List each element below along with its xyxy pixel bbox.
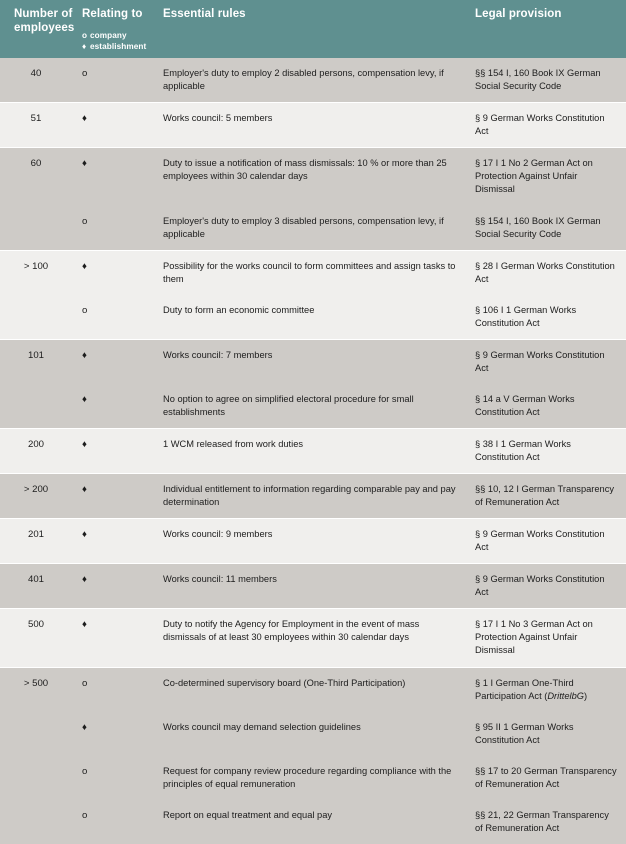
column-header-number-of-employees: Number of employees	[14, 8, 75, 34]
table-row	[0, 58, 626, 102]
column-header-essential-rules: Essential rules	[163, 8, 246, 20]
table-row	[0, 251, 626, 295]
cell-relating-to-establishment: ♦	[82, 261, 87, 272]
cell-relating-to-establishment: ♦	[82, 619, 87, 630]
table-row-group	[0, 250, 626, 339]
column-header-legal-provision: Legal provision	[475, 8, 562, 20]
table-row-group	[0, 339, 626, 428]
cell-legal-provision: § 95 II 1 German Works Constitution Act	[475, 722, 574, 746]
legend-item-company	[82, 30, 146, 41]
cell-essential-rule: Works council may demand selection guidelines	[163, 722, 361, 732]
cell-number-of-employees: > 500	[23, 678, 49, 689]
cell-number-of-employees: 40	[30, 68, 42, 79]
cell-legal-provision: § 28 I German Works Constitution Act	[475, 261, 615, 285]
cell-number-of-employees: 60	[30, 158, 42, 169]
cell-essential-rule: Duty to form an economic committee	[163, 305, 315, 315]
legal-provision-suffix: )	[584, 691, 588, 702]
table-row	[0, 103, 626, 147]
cell-essential-rule: Request for company review procedure regarding compliance with the principles of equal remuneration	[163, 766, 452, 790]
table-row-group	[0, 563, 626, 608]
table-row-group	[0, 428, 626, 473]
cell-legal-provision: §§ 17 to 20 German Transparency of Remuneration Act	[475, 766, 617, 790]
cell-essential-rule: Duty to issue a notification of mass dismissals: 10 % or more than 25 employees within 30 calendar days	[163, 158, 447, 182]
cell-essential-rule: Co-determined supervisory board (One-Third Participation)	[163, 678, 406, 688]
cell-essential-rule: Works council: 7 members	[163, 350, 273, 360]
circle-icon: o	[82, 31, 88, 40]
cell-number-of-employees: > 100	[23, 261, 49, 272]
cell-legal-provision	[475, 677, 617, 703]
cell-essential-rule: Duty to notify the Agency for Employment in the event of mass dismissals of at least 30 employees within 30 calendar days	[163, 619, 420, 643]
table-row-group	[0, 667, 626, 844]
table-row-group	[0, 608, 626, 667]
table-row	[0, 756, 626, 800]
cell-number-of-employees: 401	[27, 574, 44, 585]
table-row	[0, 519, 626, 563]
table-row	[0, 800, 626, 844]
cell-essential-rule: Report on equal treatment and equal pay	[163, 810, 333, 820]
table-row	[0, 295, 626, 339]
cell-relating-to-company: o	[82, 766, 88, 777]
cell-number-of-employees: 101	[27, 350, 44, 361]
table-row	[0, 564, 626, 608]
cell-essential-rule: Individual entitlement to information regarding comparable pay and pay determination	[163, 484, 456, 508]
cell-essential-rule: Works council: 9 members	[163, 529, 273, 539]
cell-legal-provision: §§ 154 I, 160 Book IX German Social Security Code	[475, 216, 601, 240]
cell-relating-to-establishment: ♦	[82, 484, 87, 495]
cell-number-of-employees: 201	[27, 529, 44, 540]
cell-relating-to-establishment: ♦	[82, 113, 87, 124]
cell-essential-rule: Works council: 11 members	[163, 574, 277, 584]
cell-essential-rule: No option to agree on simplified electoral procedure for small establishments	[163, 394, 414, 418]
cell-essential-rule: Employer's duty to employ 3 disabled persons, compensation levy, if applicable	[163, 216, 444, 240]
table-row-group	[0, 102, 626, 147]
table-row	[0, 340, 626, 384]
table-row	[0, 206, 626, 250]
cell-essential-rule: Works council: 5 members	[163, 113, 273, 123]
cell-legal-provision: § 9 German Works Constitution Act	[475, 113, 605, 137]
cell-relating-to-company: o	[82, 678, 88, 689]
cell-relating-to-company: o	[82, 810, 88, 821]
cell-legal-provision: § 9 German Works Constitution Act	[475, 574, 605, 598]
cell-number-of-employees: 200	[27, 439, 44, 450]
table-row-group	[0, 473, 626, 518]
table-row	[0, 384, 626, 428]
table-row	[0, 429, 626, 473]
table-row	[0, 474, 626, 518]
cell-legal-provision: § 9 German Works Constitution Act	[475, 350, 605, 374]
cell-relating-to-company: o	[82, 216, 88, 227]
cell-legal-provision: § 9 German Works Constitution Act	[475, 529, 605, 553]
table-body	[0, 58, 626, 844]
cell-legal-provision: § 17 I 1 No 3 German Act on Protection Against Unfair Dismissal	[475, 619, 593, 656]
cell-essential-rule: 1 WCM released from work duties	[163, 439, 304, 449]
cell-relating-to-company: o	[82, 68, 88, 79]
cell-legal-provision: § 17 I 1 No 2 German Act on Protection Against Unfair Dismissal	[475, 158, 593, 195]
legal-provision-abbreviation: DrittelbG	[547, 691, 585, 702]
cell-relating-to-establishment: ♦	[82, 158, 87, 169]
cell-relating-to-establishment: ♦	[82, 574, 87, 585]
cell-number-of-employees: 500	[27, 619, 44, 630]
legend-label-establishment: establishment	[90, 42, 147, 51]
cell-legal-provision: § 14 a V German Works Constitution Act	[475, 394, 575, 418]
cell-legal-provision: § 38 I 1 German Works Constitution Act	[475, 439, 571, 463]
cell-relating-to-company: o	[82, 305, 88, 316]
cell-relating-to-establishment: ♦	[82, 350, 87, 361]
cell-legal-provision: §§ 21, 22 German Transparency of Remuneration Act	[475, 810, 609, 834]
legend-label-company: company	[90, 31, 127, 40]
legend	[82, 30, 146, 52]
cell-relating-to-establishment: ♦	[82, 529, 87, 540]
cell-legal-provision: §§ 10, 12 I German Transparency of Remuneration Act	[475, 484, 615, 508]
legend-item-establishment	[82, 41, 146, 52]
diamond-icon: ♦	[82, 42, 87, 51]
cell-relating-to-establishment: ♦	[82, 722, 87, 733]
cell-essential-rule: Possibility for the works council to form committees and assign tasks to them	[163, 261, 456, 285]
table-row-group	[0, 518, 626, 563]
cell-legal-provision: §§ 154 I, 160 Book IX German Social Security Code	[475, 68, 601, 92]
cell-relating-to-establishment: ♦	[82, 394, 87, 405]
table-row-group	[0, 147, 626, 250]
cell-number-of-employees: > 200	[23, 484, 49, 495]
cell-number-of-employees: 51	[30, 113, 42, 124]
cell-essential-rule: Employer's duty to employ 2 disabled persons, compensation levy, if applicable	[163, 68, 444, 92]
cell-relating-to-establishment: ♦	[82, 439, 87, 450]
table-row	[0, 148, 626, 206]
column-header-relating-to: Relating to	[82, 8, 143, 20]
table-row	[0, 609, 626, 667]
cell-legal-provision: § 106 I 1 German Works Constitution Act	[475, 305, 577, 329]
legal-provision-text: § 1 I German One-Third Participation Act (	[475, 678, 574, 702]
table-row-group	[0, 58, 626, 102]
table-row	[0, 712, 626, 756]
table-row	[0, 668, 626, 712]
table-header	[0, 0, 626, 58]
